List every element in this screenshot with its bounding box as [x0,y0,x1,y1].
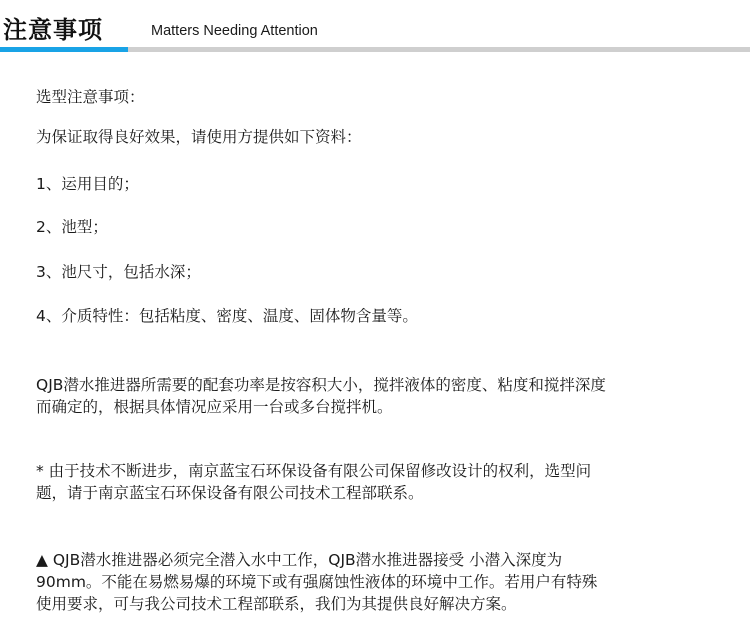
list-item: 3、池尺寸，包括水深； [36,263,201,281]
header [0,0,750,56]
header-divider-accent [0,47,128,52]
list-item: 2、池型； [36,218,108,236]
list-item: 4、介质特性：包括粘度、密度、温度、固体物含量等。 [36,307,418,325]
power-note [36,374,726,418]
warning-note [36,549,726,615]
power-note-line: 而确定的，根据具体情况应采用一台或多台搅拌机。 [36,398,393,416]
power-note-line: QJB潜水推进器所需要的配套功率是按容积大小，搅拌液体的密度、粘度和搅拌深度 [36,376,606,394]
rights-note-line: * 由于技术不断进步，南京蓝宝石环保设备有限公司保留修改设计的权利，选型问 [36,462,592,480]
warning-note-line: ▲ QJB潜水推进器必须完全潜入水中工作，QJB潜水推进器接受 小潜入深度为 [36,551,563,569]
intro-text: 为保证取得良好效果，请使用方提供如下资料： [36,128,362,146]
warning-note-line: 使用要求，可与我公司技术工程部联系，我们为其提供良好解决方案。 [36,595,517,613]
section-title: 注意事项 [3,16,103,44]
section-subtitle: Matters Needing Attention [151,23,318,39]
list-item: 1、运用目的； [36,175,139,193]
warning-note-line: 90mm。不能在易燃易爆的环境下或有强腐蚀性液体的环境中工作。若用户有特殊 [36,573,598,591]
selection-heading: 选型注意事项： [36,88,145,106]
rights-note-line: 题，请于南京蓝宝石环保设备有限公司技术工程部联系。 [36,484,424,502]
rights-note [36,460,726,504]
